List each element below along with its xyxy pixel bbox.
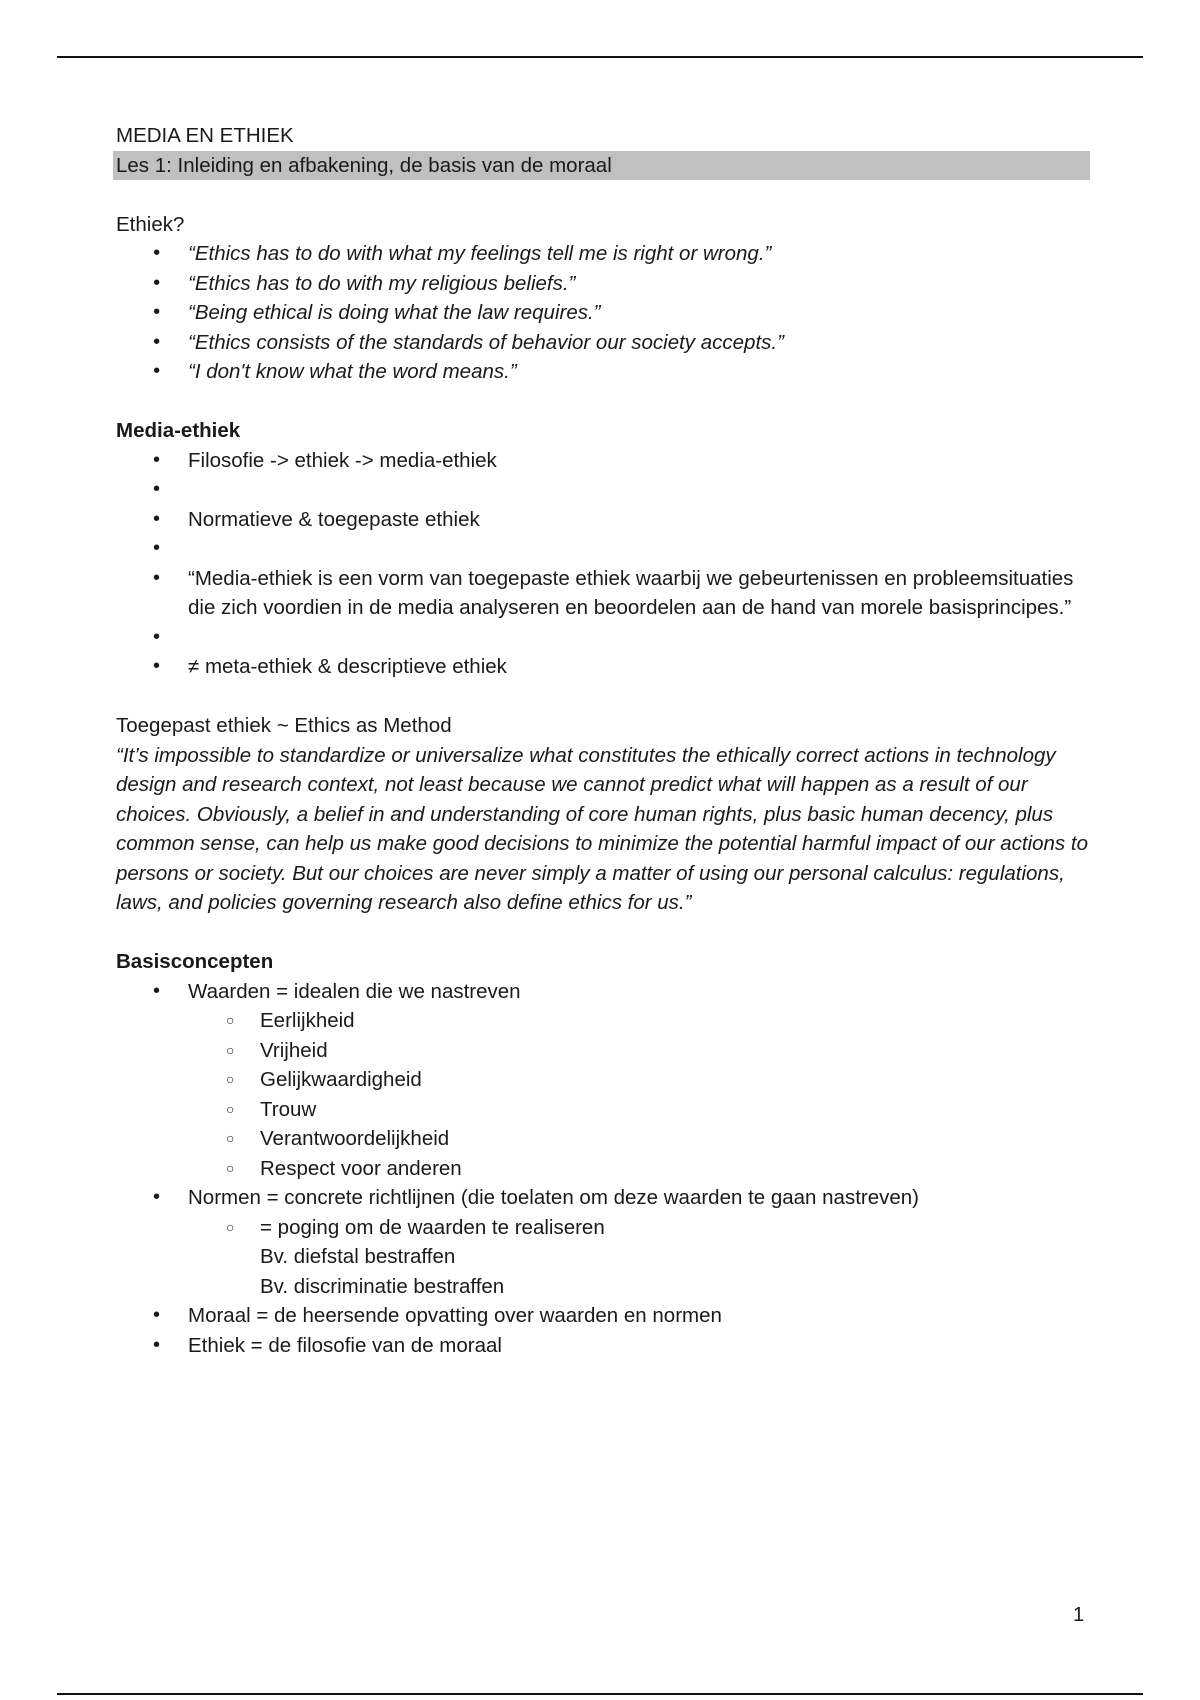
sub-item: ○ Respect voor anderen — [116, 1154, 1090, 1184]
list-item — [116, 977, 1090, 1184]
example-line: Bv. discriminatie bestraffen — [260, 1274, 505, 1298]
lesson-heading: Les 1: Inleiding en afbakening, de basis van de moraal — [113, 151, 1090, 181]
list-item: • “Ethics has to do with my religious beliefs.” — [116, 269, 1090, 299]
bottom-rule — [57, 1693, 1143, 1695]
example-line: Bv. diefstal bestraffen — [260, 1245, 456, 1268]
media-ethiek-list — [116, 446, 1090, 682]
page-number: 1 — [1073, 1604, 1085, 1626]
sub-item: ○ Gelijkwaardigheid — [116, 1065, 1090, 1095]
list-item: • “Ethics has to do with what my feelings tell me is right or wrong.” — [116, 239, 1090, 269]
waarden-sublist — [188, 1006, 1090, 1183]
basisconcepten-list — [116, 977, 1090, 1361]
page-content — [116, 121, 1090, 1360]
sub-item: ○ = poging om de waarden te realiseren Bv. diefstal bestraffen Bv. discriminatie bestraffen — [116, 1213, 1090, 1302]
list-item: • Normatieve & toegepaste ethiek — [116, 505, 1090, 535]
waarden-label: Waarden = idealen die we nastreven — [188, 979, 521, 1003]
toegepast-quote: “It’s impossible to standardize or universalize what constitutes the ethically correct actions in technology design and research context, not least because we cannot predict what will happen as a result of our choices. Obviously, a belief in and understanding of core human rights, plus basic human decency, plus common sense, can help us make good decisions to minimize the potential harmful impact of our actions to persons or society. But our choices are never simply a matter of using our personal calculus: regulations, laws, and policies governing research also define ethics for us.” — [116, 743, 1088, 914]
sub-item: ○ Verantwoordelijkheid — [116, 1124, 1090, 1154]
list-item: • “Ethics consists of the standards of behavior our society accepts.” — [116, 328, 1090, 358]
list-item — [116, 1183, 1090, 1301]
ethiek-heading: Ethiek? — [116, 212, 185, 236]
list-item: • Filosofie -> ethiek -> media-ethiek — [116, 446, 1090, 476]
list-item: • “Media-ethiek is een vorm van toegepaste ethiek waarbij we gebeurtenissen en probleemsituaties die zich voordien in de media analyseren en beoordelen aan de hand van morele basisprincipes.” — [116, 564, 1090, 623]
list-item: • “Being ethical is doing what the law requires.” — [116, 298, 1090, 328]
sub-item: ○ Vrijheid — [116, 1036, 1090, 1066]
basisconcepten-heading: Basisconcepten — [116, 950, 274, 973]
top-rule — [57, 56, 1143, 58]
toegepast-heading: Toegepast ethiek ~ Ethics as Method — [116, 714, 452, 737]
list-item: • Moraal = de heersende opvatting over waarden en normen — [116, 1301, 1090, 1331]
course-title: MEDIA EN ETHIEK — [116, 124, 294, 147]
sub-item: ○ Trouw — [116, 1095, 1090, 1125]
normen-sublist — [188, 1213, 1090, 1302]
list-item: • “I don't know what the word means.” — [116, 357, 1090, 387]
normen-label: Normen = concrete richtlijnen (die toelaten om deze waarden te gaan nastreven) — [188, 1186, 920, 1209]
ethics-quotes-list — [116, 239, 1090, 387]
list-item: • Ethiek = de filosofie van de moraal — [116, 1331, 1090, 1361]
sub-item: ○ Eerlijkheid — [116, 1006, 1090, 1036]
list-item: • ≠ meta-ethiek & descriptieve ethiek — [116, 652, 1090, 682]
media-ethiek-heading: Media-ethiek — [116, 419, 241, 442]
